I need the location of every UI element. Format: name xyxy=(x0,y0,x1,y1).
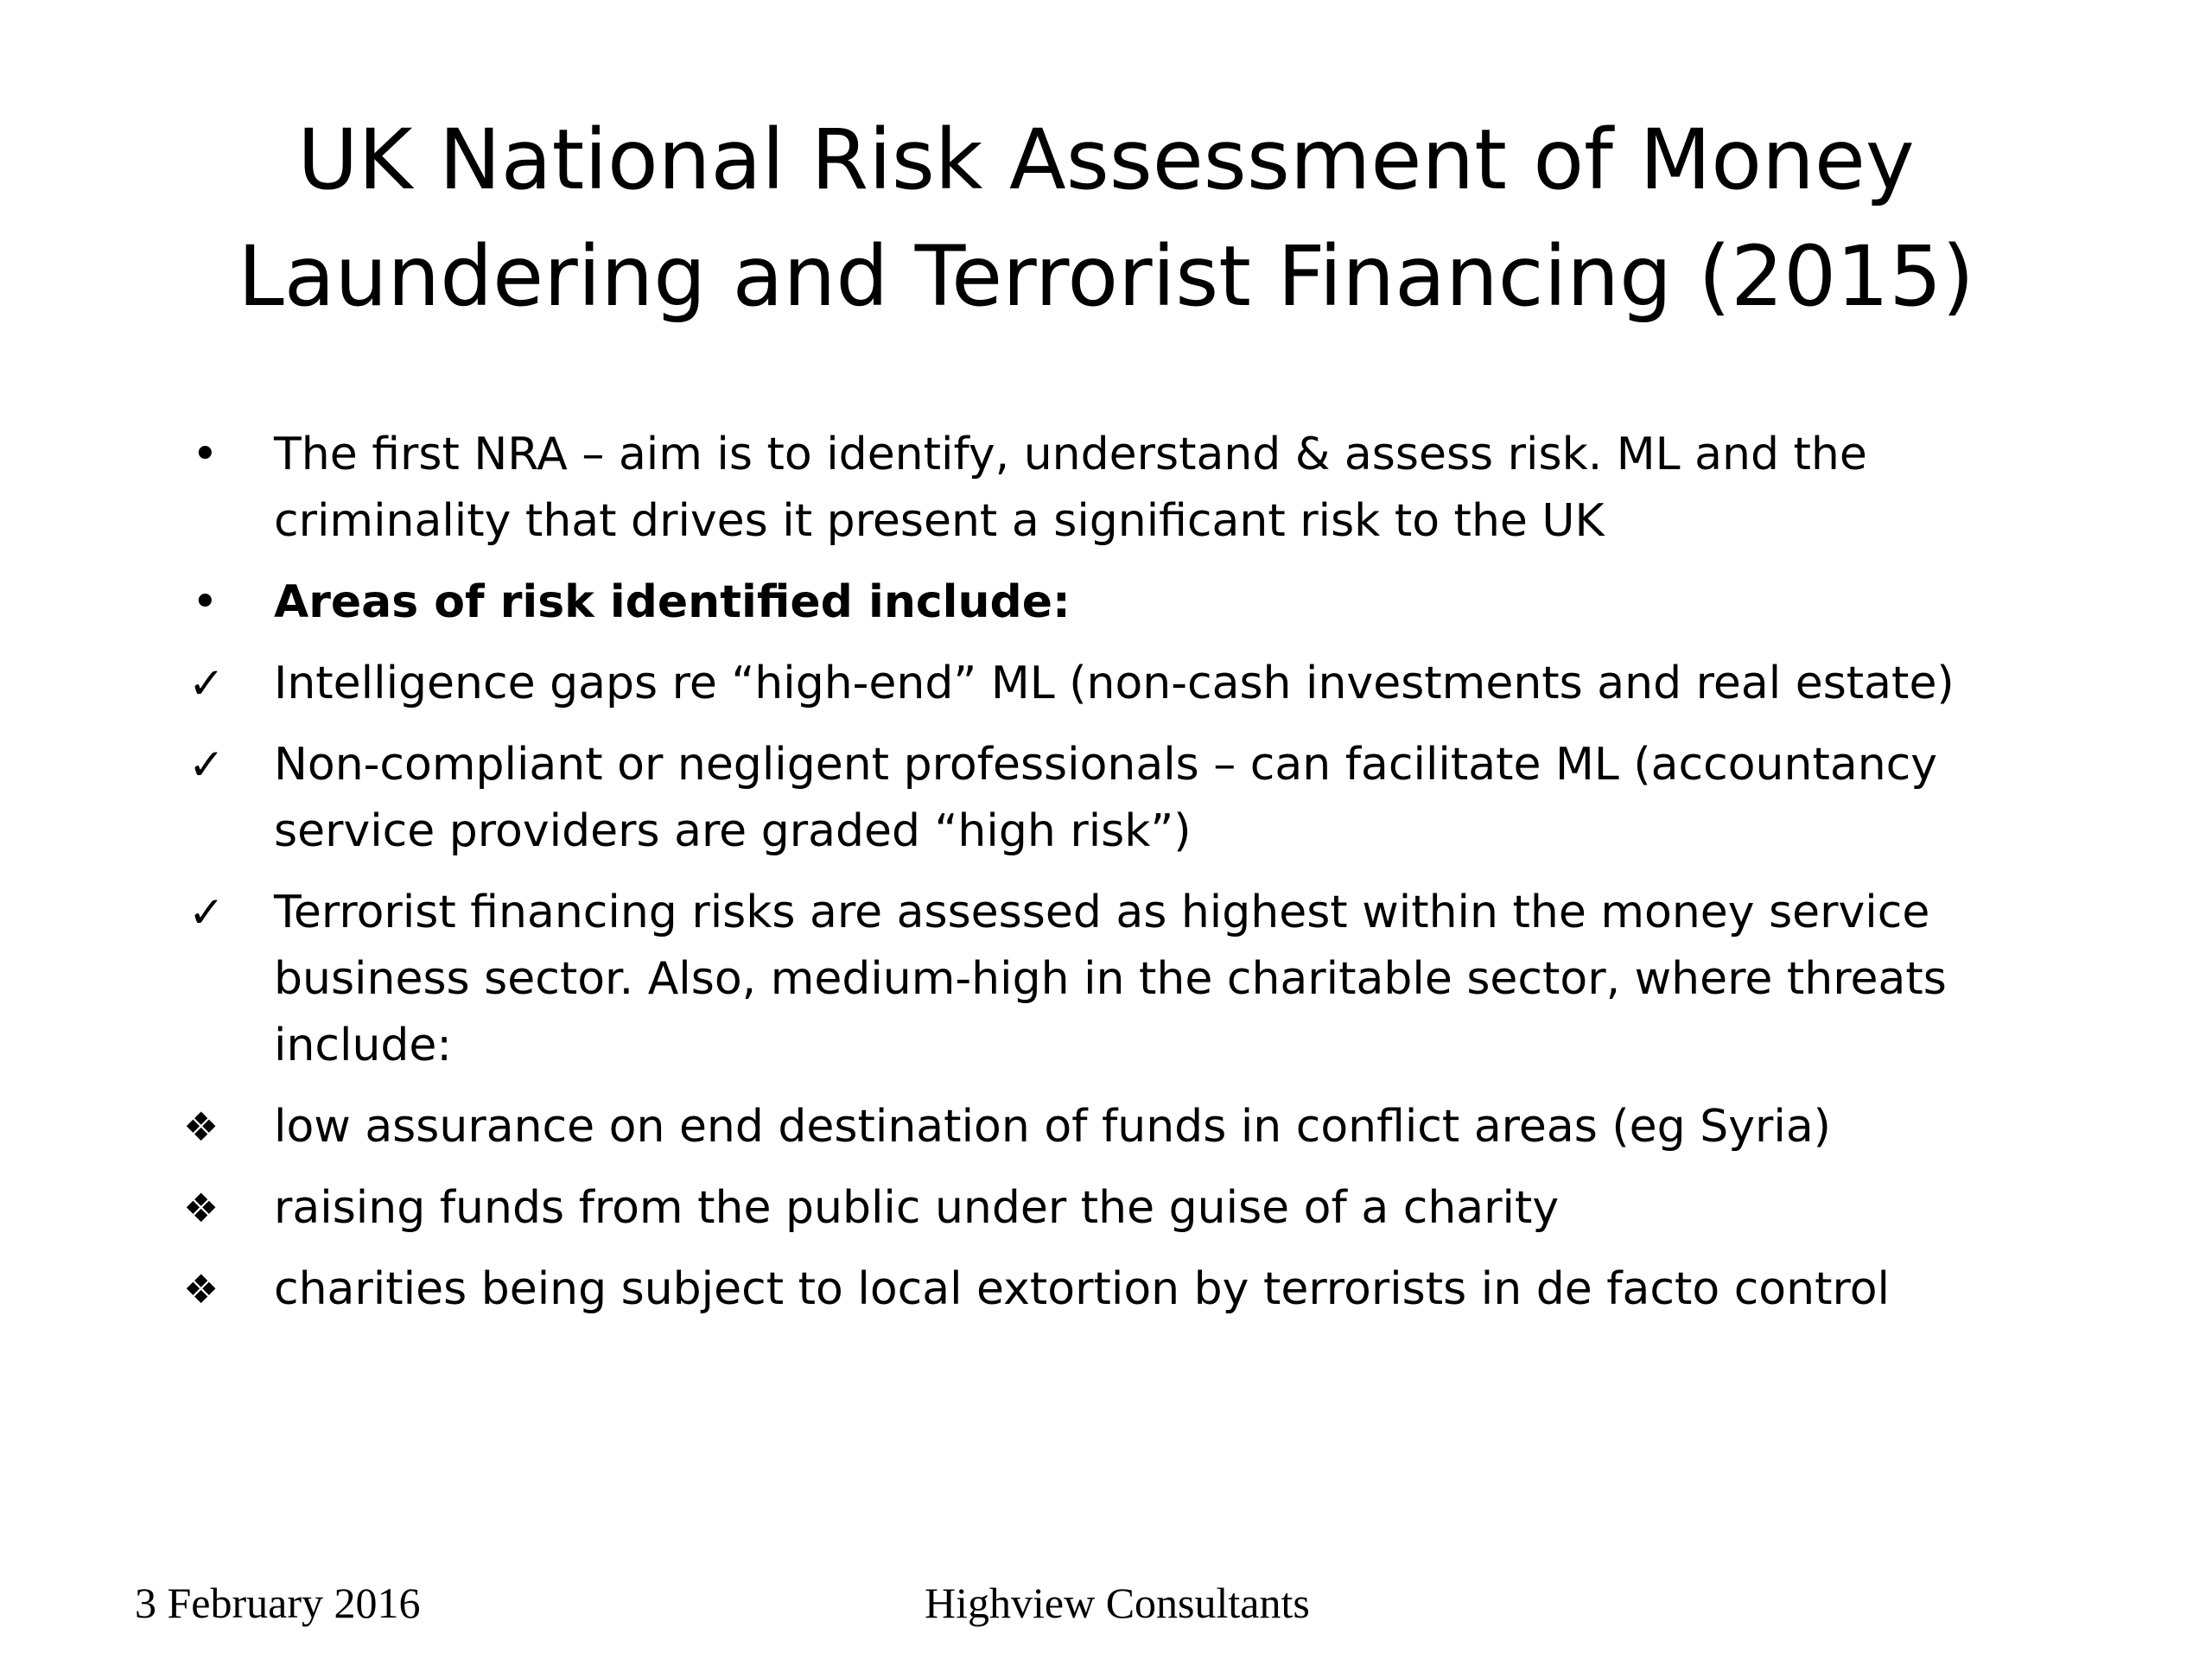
bullet-item xyxy=(181,422,2031,555)
bullet-list xyxy=(181,422,2031,1338)
four-diamond-icon: ❖ xyxy=(183,1266,219,1313)
diamond-item xyxy=(181,1094,2031,1160)
footer-date: 3 February 2016 xyxy=(135,1579,421,1627)
footer-company: Highview Consultants xyxy=(925,1579,1310,1627)
bullet-item xyxy=(181,569,2031,636)
slide-title-line-2: Laundering and Terrorist Financing (2015) xyxy=(238,228,1974,325)
check-item-text: Terrorist financing risks are assessed as highest within the money service business sector. Also, medium-high in the charitable sector, where threats include: xyxy=(274,887,1947,1071)
check-item xyxy=(181,732,2031,865)
checkmark-icon: ✓ xyxy=(188,658,225,709)
diamond-item xyxy=(181,1175,2031,1242)
checkmark-icon: ✓ xyxy=(188,887,225,938)
bullet-heading-text: Areas of risk identified include: xyxy=(274,576,1071,628)
diamond-item-text: low assurance on end destination of funds in conflict areas (eg Syria) xyxy=(274,1101,1831,1153)
slide-title xyxy=(173,102,2039,335)
four-diamond-icon: ❖ xyxy=(183,1103,219,1150)
diamond-item-text: raising funds from the public under the guise of a charity xyxy=(274,1182,1560,1234)
bullet-dot-icon: • xyxy=(192,576,219,628)
bullet-dot-icon: • xyxy=(192,429,219,480)
diamond-item-text: charities being subject to local extortion by terrorists in de facto control xyxy=(274,1263,1890,1315)
check-item xyxy=(181,880,2031,1079)
check-item-text: Non-compliant or negligent professionals – can facilitate ML (accountancy service providers are graded “high risk”) xyxy=(274,739,1938,857)
check-item-text: Intelligence gaps re “high-end” ML (non-cash investments and real estate) xyxy=(274,658,1955,709)
four-diamond-icon: ❖ xyxy=(183,1185,219,1231)
diamond-item xyxy=(181,1256,2031,1323)
slide-title-line-1: UK National Risk Assessment of Money xyxy=(297,111,1915,208)
checkmark-icon: ✓ xyxy=(188,740,225,790)
check-item xyxy=(181,651,2031,717)
bullet-text: The first NRA – aim is to identify, understand & assess risk. ML and the criminality that drives it present a significant risk to the UK xyxy=(274,429,1867,547)
